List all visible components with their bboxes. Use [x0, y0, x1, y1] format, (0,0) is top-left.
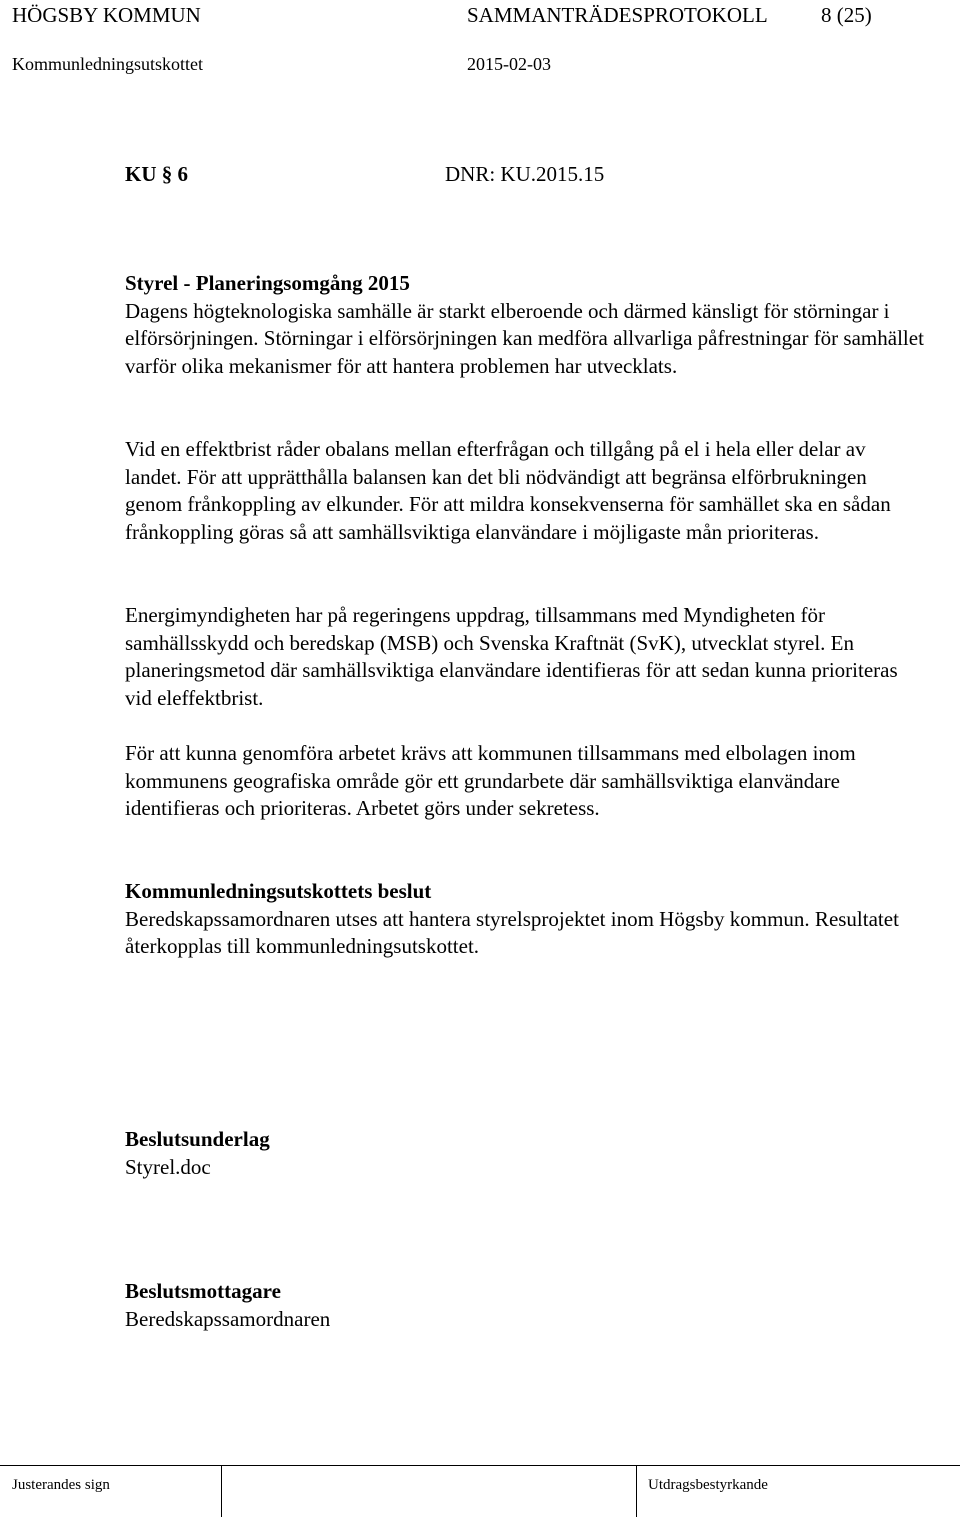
- basis-text: Styrel.doc: [125, 1154, 211, 1179]
- paragraph-2: Vid en effektbrist råder obalans mellan efterfrågan och tillgång på el i hela eller delar av landet. För att upprätthålla balansen kan det bli nödvändigt att begränsa elförbrukningen genom frånkoppling av elkunder. För att mildra konsekvenserna för samhället ska en sådan frånkoppling göras så att samhällsviktiga elanvändare i möjligaste mån prioriteras.: [125, 437, 891, 544]
- paragraph-2-block: [125, 436, 925, 546]
- basis-heading: Beslutsunderlag: [125, 1127, 270, 1151]
- sign-label: Justerandes sign: [12, 1477, 110, 1493]
- footer-cell-blank: [222, 1465, 637, 1517]
- section-title: Styrel - Planeringsomgång 2015: [125, 271, 410, 295]
- recipients-heading: Beslutsmottagare: [125, 1279, 281, 1303]
- document-type: SAMMANTRÄDESPROTOKOLL: [467, 3, 768, 27]
- decision-heading: Kommunledningsutskottets beslut: [125, 879, 432, 903]
- paragraph-4: För att kunna genomföra arbetet krävs att kommunen tillsammans med elbolagen inom kommunens geografiska område gör ett grundarbete där samhällsviktiga elanvändare identifieras och prioriteras. Arbetet görs under sekretess.: [125, 741, 856, 820]
- basis-section: [125, 1126, 925, 1181]
- paragraph-1: Dagens högteknologiska samhälle är starkt elberoende och därmed känsligt för störningar i elförsörjningen. Störningar i elförsörjningen kan medföra allvarliga påfrestningar för samhället varför olika mekanismer för att hantera problemen har utvecklats.: [125, 298, 924, 378]
- decision-section: [125, 878, 925, 961]
- paragraph-4-block: [125, 740, 925, 823]
- signature-footer: [0, 1465, 960, 1517]
- meeting-date: 2015-02-03: [467, 54, 551, 74]
- decision-text: Beredskapssamordnaren utses att hantera styrelsprojektet inom Högsby kommun. Resultatet återkopplas till kommunledningsutskottet.: [125, 906, 899, 958]
- extract-label: Utdragsbestyrkande: [648, 1477, 768, 1493]
- organization-name: HÖGSBY KOMMUN: [12, 3, 201, 27]
- recipients-section: [125, 1278, 925, 1333]
- case-dnr: DNR: KU.2015.15: [445, 162, 605, 186]
- section-intro: [125, 270, 925, 380]
- paragraph-3: Energimyndigheten har på regeringens uppdrag, tillsammans med Myndigheten för samhällsskydd och beredskap (MSB) och Svenska Kraftnät (SvK), utvecklat styrel. En planeringsmetod där samhällsviktiga elanvändare identifieras för att sedan kunna prioriteras vid eleffektbrist.: [125, 603, 898, 710]
- page-number: 8 (25): [821, 3, 872, 27]
- committee-name: Kommunledningsutskottet: [12, 54, 203, 74]
- recipients-text: Beredskapssamordnaren: [125, 1306, 331, 1331]
- paragraph-3-block: [125, 602, 925, 712]
- case-number: KU § 6: [125, 162, 188, 186]
